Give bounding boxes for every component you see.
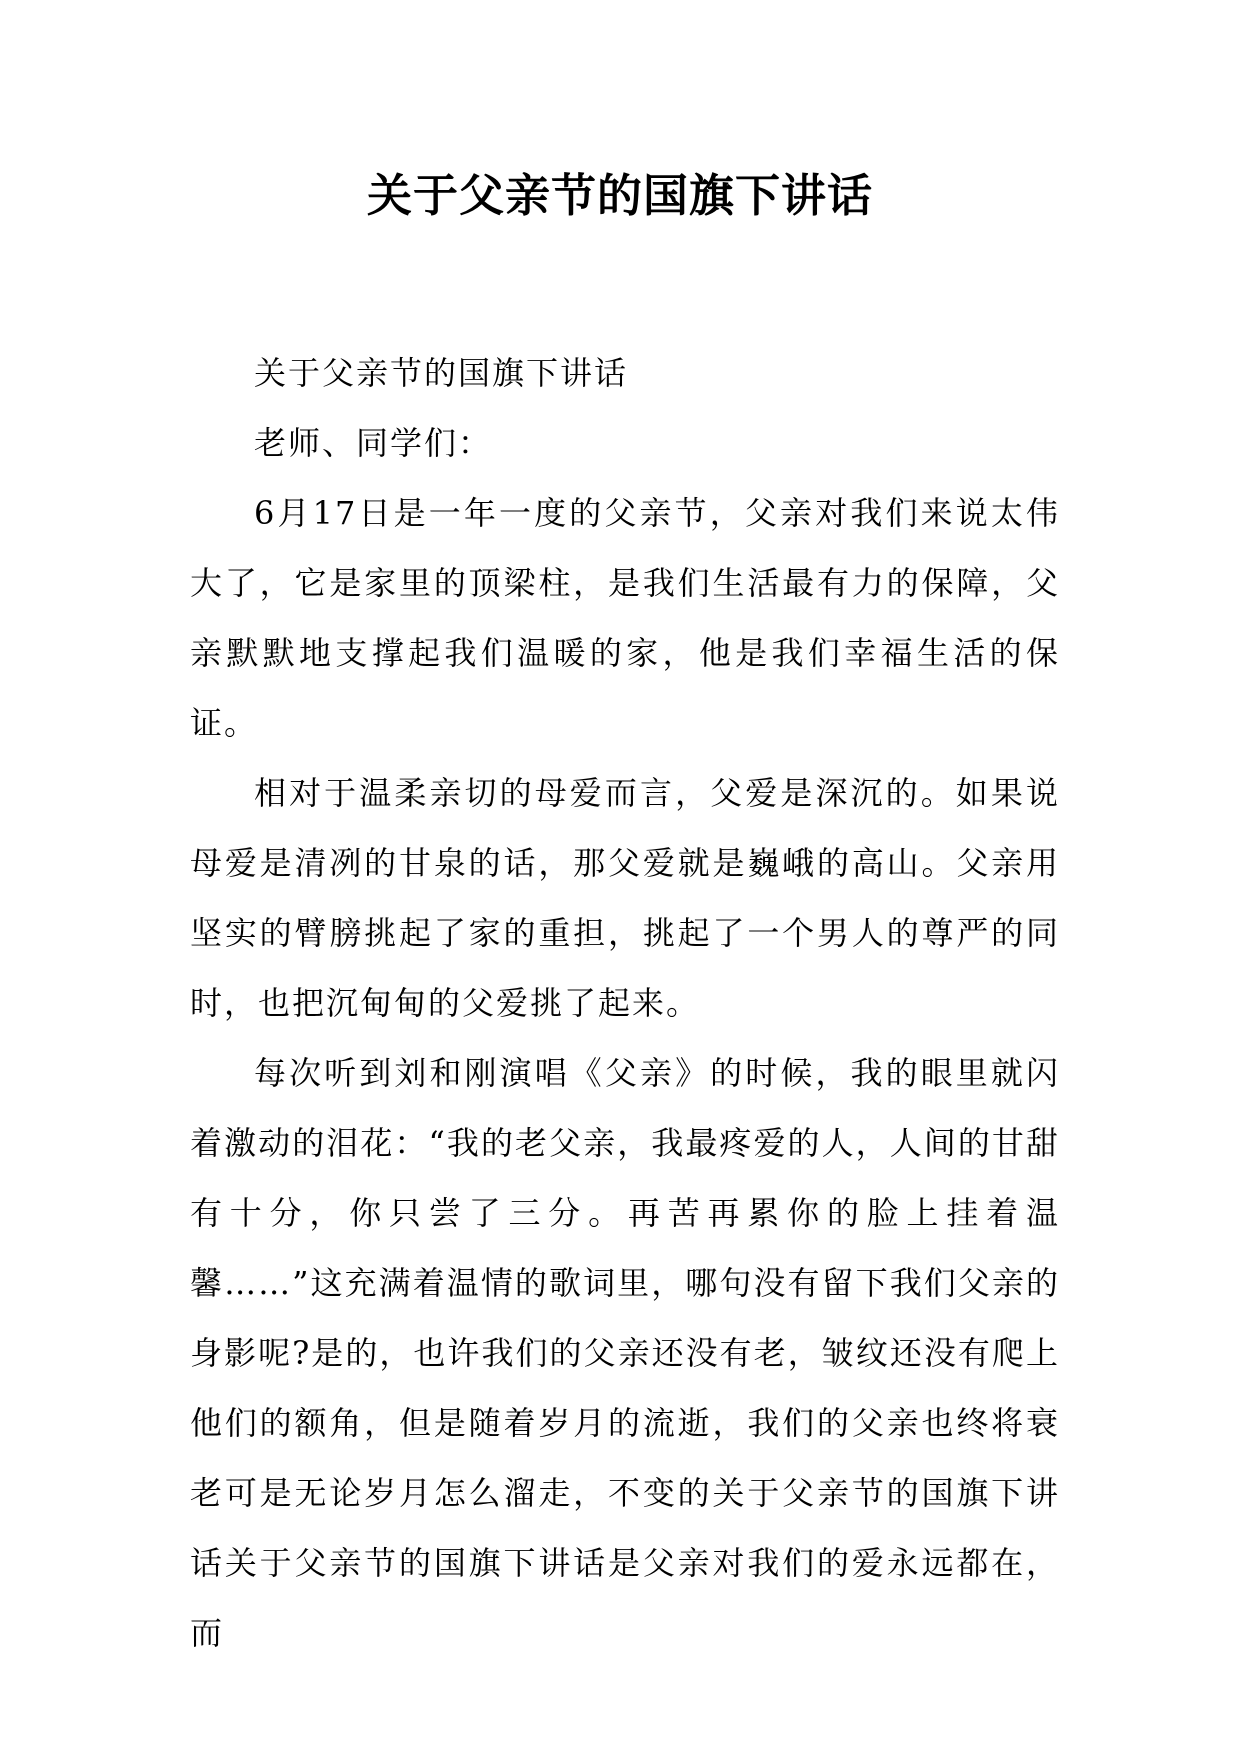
paragraph-subtitle: 关于父亲节的国旗下讲话	[254, 354, 629, 392]
paragraph-father-love: 相对于温柔亲切的母爱而言，父爱是深沉的。如果说母爱是清冽的甘泉的话，那父爱就是巍峨的高山。父亲用坚实的臂膀挑起了家的重担，挑起了一个男人的尊严的同时，也把沉甸甸的父爱挑了起来。	[190, 774, 1060, 1022]
document-title: 关于父亲节的国旗下讲话	[366, 169, 873, 222]
paragraph-salutation: 老师、同学们：	[254, 424, 493, 462]
paragraph-fathers-day-intro: 6月17日是一年一度的父亲节，父亲对我们来说太伟大了，它是家里的顶梁柱，是我们生活最有力的保障，父亲默默地支撑起我们温暖的家，他是我们幸福生活的保证。	[190, 494, 1060, 742]
paragraph-song-lyrics: 每次听到刘和刚演唱《父亲》的时候，我的眼里就闪着激动的泪花：“我的老父亲，我最疼爱的人，人间的甘甜有十分，你只尝了三分。再苦再累你的脸上挂着温馨……”这充满着温情的歌词里，哪句没有留下我们父亲的身影呢?是的，也许我们的父亲还没有老，皱纹还没有爬上他们的额角，但是随着岁月的流逝，我们的父亲也终将衰老可是无论岁月怎么溜走，不变的关于父亲节的国旗下讲话关于父亲节的国旗下讲话是父亲对我们的爱永远都在，而	[190, 1054, 1060, 1652]
document-body	[190, 338, 1060, 1668]
